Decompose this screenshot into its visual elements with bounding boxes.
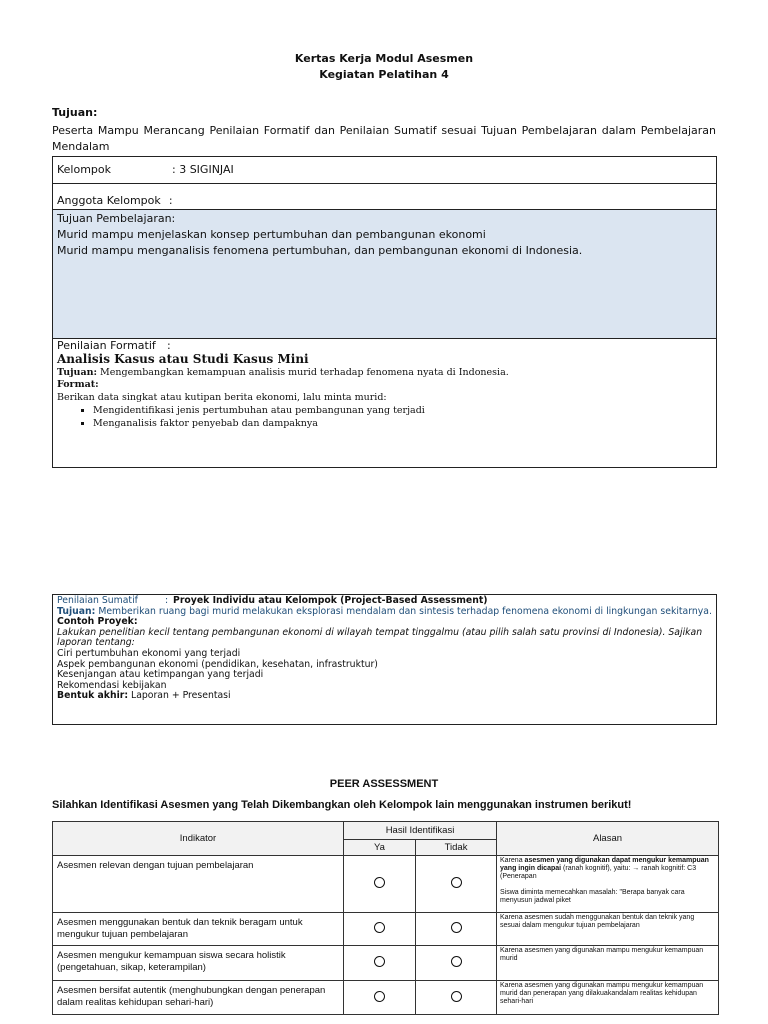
radio-circle-icon[interactable] <box>374 877 385 888</box>
kelompok-label: Kelompok <box>57 163 112 176</box>
alasan-cell: Karena asesmen yang digunakan mampu mengukur kemampuan murid <box>497 946 719 981</box>
tidak-radio[interactable] <box>416 946 497 981</box>
radio-circle-icon[interactable] <box>374 922 385 933</box>
formatif-format-text: Berikan data singkat atau kutipan berita ekonomi, lalu minta murid: <box>57 392 387 403</box>
tp-heading: Tujuan Pembelajaran: <box>57 212 176 225</box>
formatif-label: Penilaian Formatif <box>57 339 156 352</box>
anggota-sep: : <box>168 194 173 207</box>
alasan-cell <box>497 856 719 913</box>
indikator-cell: Asesmen mengukur kemampuan siswa secara holistik (pengetahuan, sikap, keterampilan) <box>53 946 344 981</box>
alasan-text: Siswa diminta memecahkan masalah: "Berapa banyak cara menyusun jadwal piket <box>500 888 685 904</box>
ya-header: Ya <box>344 840 416 856</box>
sumatif-item: Kesenjangan atau ketimpangan yang terjadi <box>57 669 264 681</box>
formatif-box <box>53 339 716 467</box>
table-row <box>53 946 719 981</box>
alasan-bold-text: asesmen yang digunakan dapat mengukur kemampuan yang ingin dicapai <box>500 857 709 873</box>
bentuk-akhir-label: Bentuk akhir: <box>57 690 129 702</box>
table-row <box>53 981 719 1015</box>
tp-item: Murid mampu menganalisis fenomena pertumbuhan, dan pembangunan ekonomi di Indonesia. <box>57 244 583 257</box>
document-title: Kertas Kerja Modul Asesmen <box>294 52 474 65</box>
bentuk-akhir-text: Laporan + Presentasi <box>128 690 231 702</box>
tujuan-text: Peserta Mampu Merancang Penilaian Formatif dan Penilaian Sumatif sesuai Tujuan Pembelajaran dalam Pembelajaran Mendalam <box>52 124 716 153</box>
worksheet-form <box>52 156 717 468</box>
indikator-cell: Asesmen bersifat autentik (menghubungkan dengan penerapan dalam realitas kehidupan sehari-hari) <box>53 981 344 1015</box>
alasan-cell: Karena asesmen yang digunakan mampu mengukur kemampuan murid dan penerapan yang dilakuakandalam realitas kehidupan sehari-hari <box>497 981 719 1015</box>
formatif-bullet: ▪ Menganalisis faktor penyebab dan dampaknya <box>93 417 712 430</box>
contoh-proyek-label: Contoh Proyek: <box>57 616 138 628</box>
hasil-identifikasi-header: Hasil Identifikasi <box>344 822 497 840</box>
tp-item: Murid mampu menjelaskan konsep pertumbuhan dan pembangunan ekonomi <box>57 228 486 241</box>
sumatif-label: Penilaian Sumatif <box>57 595 138 606</box>
alasan-text: (ranah kognitif), yaitu: → ranah kognitif: C3 (Penerapan <box>500 865 697 881</box>
kelompok-value: : 3 SIGINJAI <box>172 163 234 176</box>
tujuan-pembelajaran-box <box>53 210 716 339</box>
sumatif-item: Aspek pembangunan ekonomi (pendidikan, kesehatan, infrastruktur) <box>57 658 378 670</box>
table-row <box>53 913 719 946</box>
formatif-tujuan-text: Mengembangkan kemampuan analisis murid terhadap fenomena nyata di Indonesia. <box>97 367 509 378</box>
sumatif-sep: : <box>165 595 169 606</box>
radio-circle-icon[interactable] <box>451 956 462 967</box>
sumatif-item: Rekomendasi kebijakan <box>57 679 167 691</box>
indikator-cell: Asesmen menggunakan bentuk dan teknik beragam untuk mengukur tujuan pembelajaran <box>53 913 344 946</box>
formatif-format-label: Format: <box>57 379 99 390</box>
kelompok-row <box>53 157 716 184</box>
tidak-radio[interactable] <box>416 856 497 913</box>
alasan-text: Karena <box>500 857 525 864</box>
sumatif-box <box>52 594 717 725</box>
peer-assessment-title: PEER ASSESSMENT <box>329 778 439 790</box>
ya-radio[interactable] <box>344 981 416 1015</box>
table-row <box>53 856 719 913</box>
alasan-cell: Karena asesmen sudah menggunakan bentuk dan teknik yang sesuai dalam mengukur tujuan pembelajaran <box>497 913 719 946</box>
tujuan-heading: Tujuan: <box>52 106 98 119</box>
peer-assessment-instruction: Silahkan Identifikasi Asesmen yang Telah Dikembangkan oleh Kelompok lain menggunakan instrumen berikut! <box>52 799 632 811</box>
contoh-proyek-text: Lakukan penelitian kecil tentang pembangunan ekonomi di wilayah tempat tinggalmu (atau pilih salah satu provinsi di Indonesia). Sajikan laporan tentang: <box>57 626 703 649</box>
sumatif-tujuan-text: Memberikan ruang bagi murid melakukan eksplorasi mendalam dan sintesis terhadap fenomena ekonomi di lingkungan sekitarnya. <box>95 605 712 617</box>
tidak-radio[interactable] <box>416 913 497 946</box>
sumatif-title: Proyek Individu atau Kelompok (Project-Based Assessment) <box>173 595 488 606</box>
radio-circle-icon[interactable] <box>451 991 462 1002</box>
peer-assessment-table <box>52 821 719 1015</box>
tidak-header: Tidak <box>416 840 497 856</box>
tidak-radio[interactable] <box>416 981 497 1015</box>
radio-circle-icon[interactable] <box>451 877 462 888</box>
formatif-bullet-list <box>57 404 712 430</box>
alasan-header: Alasan <box>497 822 719 856</box>
document-subtitle: Kegiatan Pelatihan 4 <box>319 68 449 81</box>
radio-circle-icon[interactable] <box>374 991 385 1002</box>
formatif-title: Analisis Kasus atau Studi Kasus Mini <box>57 352 309 366</box>
sumatif-item: Ciri pertumbuhan ekonomi yang terjadi <box>57 647 241 659</box>
radio-circle-icon[interactable] <box>451 922 462 933</box>
anggota-row <box>53 184 716 210</box>
radio-circle-icon[interactable] <box>374 956 385 967</box>
sumatif-tujuan-label: Tujuan: <box>57 605 96 617</box>
indikator-header: Indikator <box>53 822 344 856</box>
formatif-tujuan-label: Tujuan: <box>57 367 98 378</box>
anggota-label: Anggota Kelompok <box>57 194 161 207</box>
ya-radio[interactable] <box>344 913 416 946</box>
ya-radio[interactable] <box>344 946 416 981</box>
formatif-bullet: ▪ Mengidentifikasi jenis pertumbuhan atau pembangunan yang terjadi <box>93 404 712 417</box>
indikator-cell: Asesmen relevan dengan tujuan pembelajaran <box>53 856 344 913</box>
table-header-row <box>53 822 719 840</box>
formatif-sep: : <box>167 339 171 352</box>
ya-radio[interactable] <box>344 856 416 913</box>
